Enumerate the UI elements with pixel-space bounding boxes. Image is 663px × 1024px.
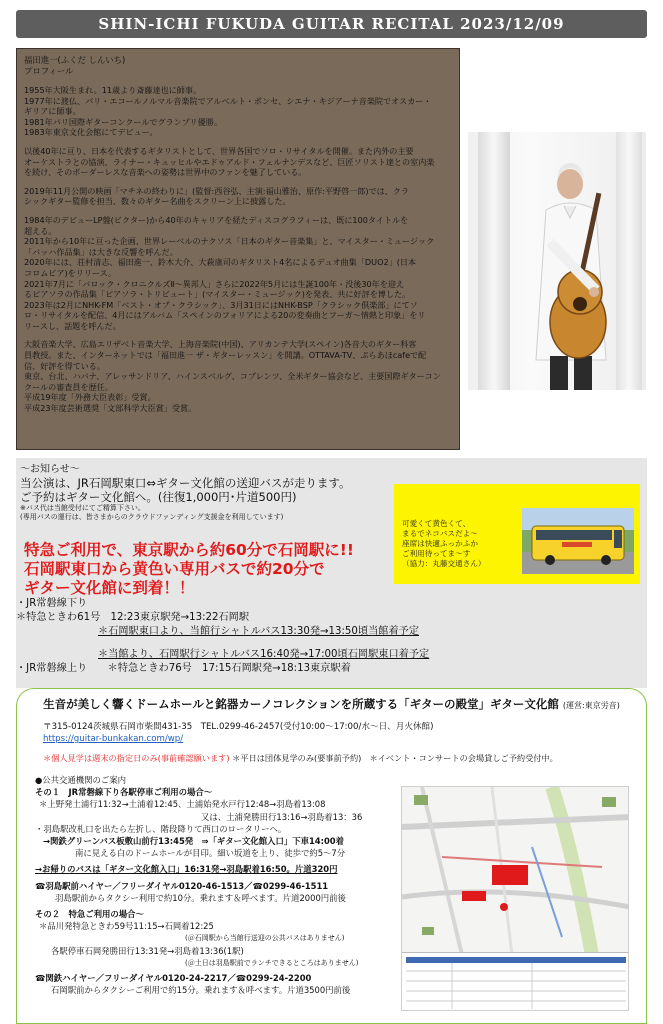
hall-title-text: 生音が美しく響くドームホールと銘器カーノコレクションを所蔵する「ギターの殿堂」ギター文化館 xyxy=(43,697,559,711)
text-line: 2020年には、荘村清志、福田進一、鈴木大介、大萩康司のギタリスト4名によるデュオ曲集「DUO2」(日本 xyxy=(24,257,417,268)
notice-line: 当公演は、JR石岡駅東口⇔ギター文化館の送迎バスが走ります。 xyxy=(20,476,351,490)
caption-line: （協力：丸藤交通さん） xyxy=(402,559,486,568)
text-line: 1983年東京文化会館にてデビュー。 xyxy=(24,127,158,138)
visit-note: ＊平日は団体見学のみ(要事前予約) ＊イベント・コンサートの会場貸しご予約受付中。 xyxy=(232,753,558,763)
profile-heading: プロフィール xyxy=(24,66,74,76)
access-line: ●公共交通機関のご案内 xyxy=(35,775,127,785)
guitarist-figure xyxy=(468,132,646,390)
performer-photo xyxy=(468,132,646,390)
express-promo xyxy=(24,541,354,598)
notice-heading: ～お知らせ～ xyxy=(20,464,80,475)
text-line: 超える。 xyxy=(24,225,57,236)
access-line: 又は、土浦発勝田行13:16→羽島着13：36 xyxy=(201,811,363,822)
text-line: 大阪音楽大学、広島エリザベト音楽大学、上海音楽院(中国)、アリカンテ大学(スペイン)各音大のギター科客 xyxy=(24,339,417,350)
access-line: ・羽島駅改札口を出たら左折し、階段降りて西口のロータリーへ。 xyxy=(35,823,287,834)
bus-caption xyxy=(402,519,486,569)
profile-paragraph-3 xyxy=(24,186,452,207)
access-line: →関鉄グリーンバス板敷山前行13:45発 ⇒「ギター文化館入口」下車14:00着 xyxy=(43,836,345,847)
text-line: 平成23年度芸術選奨「文部科学大臣賞」受賞。 xyxy=(24,403,197,414)
text-line: 東京、台北、ハバナ、アレッサンドリア、ハインスベルグ、コブレンツ、全米ギター協会など、主要国際ギターコン xyxy=(24,371,441,382)
text-line: 2019年11月公開の映画「マチネの終わりに」(監督:西谷弘、主演:福山雅治、原作:平野啓一郎)では、クラ xyxy=(24,185,410,196)
access-line: ☎羽島駅前ハイヤー／フリーダイヤル0120-46-1513／☎0299-46-1511 xyxy=(35,880,329,891)
text-line: オーケストラとの協演、ライナー・キュッヒルやエドゥアルド・フェルナンデスなど、巨匠ソリスト達との室内楽 xyxy=(24,156,435,167)
hall-website-link[interactable]: https://guitar-bunkakan.com/wp/ xyxy=(43,734,184,744)
text-line: リースし、話題を呼んだ。 xyxy=(24,320,121,331)
performer-name: 福田進一(ふくだ しんいち) xyxy=(24,55,126,65)
profile-paragraph-2 xyxy=(24,146,452,178)
schedule-line: ・JR常磐線下り xyxy=(16,598,88,609)
hall-address-block xyxy=(43,721,434,745)
text-line: 平成19年度「外務大臣表彰」受賞。 xyxy=(24,392,156,403)
access-directions xyxy=(35,774,362,996)
access-line: →お帰りのバスは「ギター文化館入口」16:31発→羽島駅着16:50。片道320円 xyxy=(35,864,338,875)
profile-text-box xyxy=(16,48,460,450)
profile-paragraph-1 xyxy=(24,85,452,138)
hall-title xyxy=(17,696,646,712)
text-line: ロ・リサイタルを配信、4月にはアルバム「スペインのフォリアによる20の変奏曲とフーガ～情熱と印象」をリ xyxy=(24,310,426,321)
text-line: 「バッハ作品集」は大きな反響を呼んだ。 xyxy=(24,246,178,257)
text-line: 員教授。また、インターネットでは「福田進一 ザ・ギターレッスン」を開講。OTTAVA-TV、ぷらあほcafeで配 xyxy=(24,350,427,361)
schedule-line: ＊石岡駅東口より、当館行シャトルバス13:30発→13:50頃当館着予定 xyxy=(98,626,420,638)
text-line: 1977年に渡仏、パリ・エコールノルマル音楽院でアルベルト・ポンセ、シエナ・キジアーナ音楽院でオスカー・ xyxy=(24,95,432,106)
schedule-line: ＊特急ときわ61号 12:23東京駅発→13:22石岡駅 xyxy=(16,612,250,624)
access-line: (＠石岡駅から当館行送迎の公共バスはありません) xyxy=(185,934,345,943)
text-line: クールの審査員を歴任。 xyxy=(24,381,113,392)
train-schedule xyxy=(16,597,429,676)
text-line: シックギター監修を担当、数々のギター名曲をスクリーン上に披露した。 xyxy=(24,196,291,207)
access-line: (＠土日は羽島駅前でランチできるところはありません) xyxy=(185,958,359,967)
text-line: コロムビア)をリリース。 xyxy=(24,267,117,278)
access-line: その１ JR常磐線下り各駅停車ご利用の場合～ xyxy=(35,787,213,798)
schedule-line: ・JR常磐線上り ＊特急ときわ76号 17:15石岡駅発→18:13東京駅着 xyxy=(16,662,351,674)
access-line: ☎関鉄ハイヤー／フリーダイヤル0120-24-2217／☎0299-24-2200 xyxy=(35,973,312,984)
guitar-hall-info xyxy=(16,688,647,1024)
promo-line: 石岡駅東口から黄色い専用バスで約20分で xyxy=(24,560,325,578)
profile-section xyxy=(16,44,647,452)
access-line: 羽島駅前からタクシー利用で約10分。乗れます＆呼べます。片道2000円前後 xyxy=(55,892,346,903)
promo-line: 特急ご利用で、東京駅から約60分で石岡駅に!! xyxy=(24,541,354,559)
caption-line: 可愛くて黄色くて、 xyxy=(402,519,471,528)
text-line: 1981年パリ国際ギターコンクールでグランプリ優勝。 xyxy=(24,116,222,127)
access-map xyxy=(401,786,629,1011)
access-line: 南に見える白のドームホールが目印。細い坂道を上り、徒歩で約5～7分 xyxy=(75,848,346,859)
promo-line: ギター文化館に到着！！ xyxy=(24,579,195,597)
recital-title-banner xyxy=(16,10,647,38)
access-line: 石岡駅前からタクシーご利用で約15分。乗れます＆呼べます。片道3500円前後 xyxy=(51,985,351,996)
notice-footnote: ※バス代は当館受付にてご精算下さい。 xyxy=(20,504,145,512)
legend-lines xyxy=(402,953,629,1011)
caption-line: 座席は快適ふっかふか xyxy=(402,539,478,548)
text-line: 1955年大阪生まれ。11歳より斎藤達也に師事。 xyxy=(24,85,202,95)
caption-line: まるでネコバスだよ～ xyxy=(402,529,478,538)
text-line: を続け、そのボーダーレスな音楽への姿勢は世界中のファンを魅了している。 xyxy=(24,167,307,178)
profile-paragraph-4 xyxy=(24,215,452,332)
access-line: 各駅停車石岡発勝田行13:31発→羽島着13:36(1駅) xyxy=(51,945,244,956)
access-line: ＊品川発特急ときわ59号11:15→石岡着12:25 xyxy=(39,921,214,932)
text-line: るピアソラの作品集「ピアソラ・トリビュート」(マイスター・ミュージック)を発表、共に好評を博した。 xyxy=(24,289,411,300)
map-roads xyxy=(402,787,629,955)
text-line: 2011年から10年に亘った企画、世界レーベルのナクソス「日本のギター音楽集」と、マイスター・ミュージック xyxy=(24,236,435,247)
map-legend-table xyxy=(402,952,629,1010)
text-line: 信、好評を得ている。 xyxy=(24,360,105,371)
notice-footnote: (専用バスの運行は、皆さまからのクラウドファンディング支援金を利用しています) xyxy=(20,513,284,521)
hall-address: 〒315-0124茨城県石岡市柴間431-35 TEL.0299-46-2457(受付10:00～17:00/水～日、月火休館) xyxy=(43,722,434,732)
recital-title: SHIN-ICHI FUKUDA GUITAR RECITAL 2023/12/09 xyxy=(98,15,565,33)
access-line: ＊上野発土浦行11:32→土浦着12:45、土浦始発水戸行12:48→羽島着13:08 xyxy=(39,799,326,810)
text-line: ギリアに師事。 xyxy=(24,106,81,117)
caption-line: ご利用待ってま～す xyxy=(402,549,471,558)
profile-paragraph-5 xyxy=(24,339,452,413)
yellow-bus-image xyxy=(522,508,634,574)
hall-operator: (運営:東京労音) xyxy=(562,701,620,710)
visit-notes xyxy=(43,753,558,764)
shuttle-bus-panel xyxy=(394,484,640,584)
visit-note-red: ＊個人見学は週末の指定日のみ(事前確認願います) xyxy=(43,753,230,763)
text-line: 1984年のデビューLP盤(ビクター)から40年のキャリアを経たディスコグラフィーは、既に100タイトルを xyxy=(24,214,409,225)
schedule-line: ＊当館より、石岡駅行シャトルバス16:40発→17:00頃石岡駅東口着予定 xyxy=(98,648,430,660)
notice-line: ご予約はギター文化館へ。(往復1,000円･片道500円) xyxy=(20,490,297,504)
access-line: その２ 特急ご利用の場合～ xyxy=(35,909,144,920)
text-line: 以後40年に亘り、日本を代表するギタリストとして、世界各国でソロ・リサイタルを開催。また内外の主要 xyxy=(24,145,414,156)
notice-text xyxy=(20,463,350,522)
text-line: 2023年は2月にNHK-FM「ベスト・オブ・クラシック」、3月31日にはNHK-BSP「クラシック倶楽部」にてソ xyxy=(24,299,418,310)
text-line: 2021年7月に「バロック・クロニクルズⅡ～異邦人」さらに2022年5月には生誕100年・没後30年を迎え xyxy=(24,278,405,289)
